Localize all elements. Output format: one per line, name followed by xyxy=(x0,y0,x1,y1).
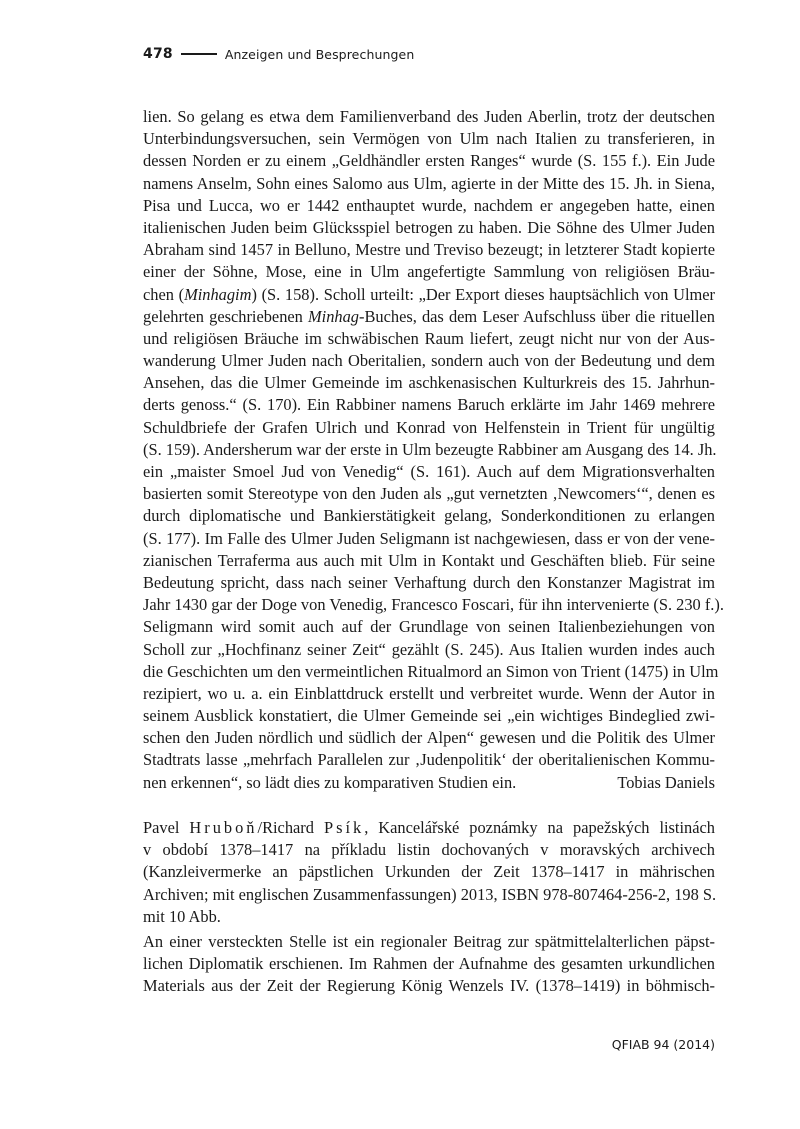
text-line: derts genoss.“ (S. 170). Ein Rabbiner namens Baruch erklärte im Jahr 1469 mehrere xyxy=(143,395,715,415)
final-sentence: nen erkennen“, so lädt dies zu komparativen Studien ein. xyxy=(143,772,517,792)
italic-term: Minhag xyxy=(308,306,360,326)
page-number: 478 xyxy=(143,46,173,62)
citation-line: mit 10 Abb. xyxy=(143,906,221,926)
italic-term: Minhagim xyxy=(184,284,252,304)
text-line: An einer versteckten Stelle ist ein regionaler Beitrag zur spätmittelalterlichen päpst- xyxy=(143,932,715,951)
text-line: Pisa und Lucca, wo er 1442 enthauptet wurde, nachdem er angegeben hatte, einen xyxy=(143,195,715,215)
text-line: und religiösen Bräuche im schwäbischen Raum liefert, zeugt nicht nur von der Aus- xyxy=(143,328,715,348)
section-title: Anzeigen und Besprechungen xyxy=(224,46,415,62)
citation-line xyxy=(143,817,715,839)
text-line: namens Anselm, Sohn eines Salomo aus Ulm, agierte in der Mitte des 15. Jh. in Siena, xyxy=(143,173,715,193)
text-fragment: chen ( xyxy=(143,284,185,304)
text-line: lichen Diplomatik erschienen. Im Rahmen der Aufnahme des gesamten urkundlichen xyxy=(143,954,715,974)
author-first-name: Pavel xyxy=(143,818,180,837)
journal-footer: QFIAB 94 (2014) xyxy=(611,1037,715,1052)
text-line: einer der Söhne, Mose, eine in Ulm angefertigte Sammlung von religiösen Bräu- xyxy=(143,262,715,282)
text-line: durch diplomatische und Bankierstätigkeit gelang, Sonderkonditionen zu erlangen xyxy=(143,506,715,526)
text-line xyxy=(143,284,715,306)
text-line: Jahr 1430 gar der Doge von Venedig, Francesco Foscari, für ihn intervenierte (S. 230 f.). xyxy=(143,595,724,615)
reviewer-name: Tobias Daniels xyxy=(617,772,715,792)
review-text xyxy=(143,106,724,794)
text-line: ein „maister Smoel Jud von Venedig“ (S. 161). Auch auf dem Migrationsverhalten xyxy=(143,462,715,481)
text-line: Materials aus der Zeit der Regierung König Wenzels IV. (1378–1419) in böhmisch- xyxy=(143,976,715,996)
text-line: Stadtrats lasse „mehrfach Parallelen zur ‚Judenpolitik‘ der oberitalienischen Kommu- xyxy=(143,750,715,770)
text-line: (S. 159). Andersherum war der erste in Ulm bezeugte Rabbiner am Ausgang des 14. Jh. xyxy=(143,439,717,459)
citation-line: v období 1378–1417 na příkladu listin dochovaných v moravských archivech xyxy=(143,840,715,860)
text-line: die Geschichten um den vermeintlichen Ritualmord an Simon von Trient (1475) in Ulm xyxy=(143,661,719,681)
book-citation xyxy=(143,817,715,928)
text-line xyxy=(143,306,715,328)
citation-line: Archiven; mit englischen Zusammenfassungen) 2013, ISBN 978-807464-256-2, 198 S. xyxy=(143,884,717,904)
closing-line xyxy=(143,772,715,794)
text-line: (S. 177). Im Falle des Ulmer Juden Seligmann ist nachgewiesen, dass er von der vene- xyxy=(143,528,715,548)
text-fragment: -Buches, das dem Leser Aufschluss über die rituellen xyxy=(359,306,715,326)
text-line: zianischen Terraferma aus auch mit Ulm in Kontakt und Geschäften blieb. Für seine xyxy=(143,550,715,570)
text-line: wanderung Ulmer Juden nach Oberitalien, sondern auch von der Bedeutung und dem xyxy=(143,351,715,371)
text-line: Ansehen, das die Ulmer Gemeinde im aschkenasischen Kulturkreis des 15. Jahrhun- xyxy=(143,373,715,393)
author-surname: Hruboň xyxy=(189,818,258,837)
text-line: Seligmann wird somit auch auf der Grundlage von seinen Italienbeziehungen von xyxy=(143,617,715,637)
head-rule xyxy=(181,53,217,55)
text-line: seinem Ausblick konstatiert, die Ulmer Gemeinde sei „ein wichtiges Bindeglied zwi- xyxy=(143,706,715,726)
text-line: Unterbindungsversuchen, sein Vermögen von Ulm nach Italien zu transferieren, in xyxy=(143,129,715,149)
text-line: italienischen Juden beim Glücksspiel betrogen zu haben. Die Söhne des Ulmer Juden xyxy=(143,217,715,237)
running-head xyxy=(143,44,414,64)
text-line: Schuldbriefe der Grafen Ulrich und Konrad von Helfenstein in Trient für ungültig xyxy=(143,417,715,437)
citation-line: (Kanzleivermerke an päpstlichen Urkunden der Zeit 1378–1417 in mährischen xyxy=(143,862,715,882)
text-line: Abraham sind 1457 in Belluno, Mestre und Treviso bezeugt; in letzterer Stadt kopierte xyxy=(143,240,715,260)
text-line: Scholl zur „Hochfinanz seiner Zeit“ gezählt (S. 245). Aus Italien wurden indes auch xyxy=(143,639,715,659)
text-line: basierten somit Stereotype von den Juden als „gut vernetzten ‚Newcomers‘“, denen es xyxy=(143,484,715,504)
text-line: schen den Juden nördlich und südlich der Alpen“ gewesen und die Politik des Ulmer xyxy=(143,728,715,748)
text-line: Bedeutung spricht, dass nach seiner Verhaftung durch den Konstanzer Magistrat im xyxy=(143,572,715,592)
text-line: rezipiert, wo u. a. ein Einblattdruck erstellt und verbreitet wurde. Wenn der Autor in xyxy=(143,683,715,703)
author-first-name: Richard xyxy=(262,818,314,837)
author-separator: / xyxy=(257,818,263,837)
book-title: , Kancelářské poznámky na papežských listinách xyxy=(364,818,715,837)
text-line: lien. So gelang es etwa dem Familienverband des Juden Aberlin, trotz der deutschen xyxy=(143,107,715,126)
author-surname: Psík xyxy=(323,818,365,837)
text-line: dessen Norden er zu einem „Geldhändler ersten Ranges“ wurde (S. 155 f.). Ein Jude xyxy=(143,151,715,171)
second-review-text xyxy=(143,931,715,998)
text-fragment: gelehrten geschriebenen xyxy=(143,306,309,326)
text-fragment: ) (S. 158). Scholl urteilt: „Der Export dieses hauptsächlich von Ulmer xyxy=(251,284,715,304)
